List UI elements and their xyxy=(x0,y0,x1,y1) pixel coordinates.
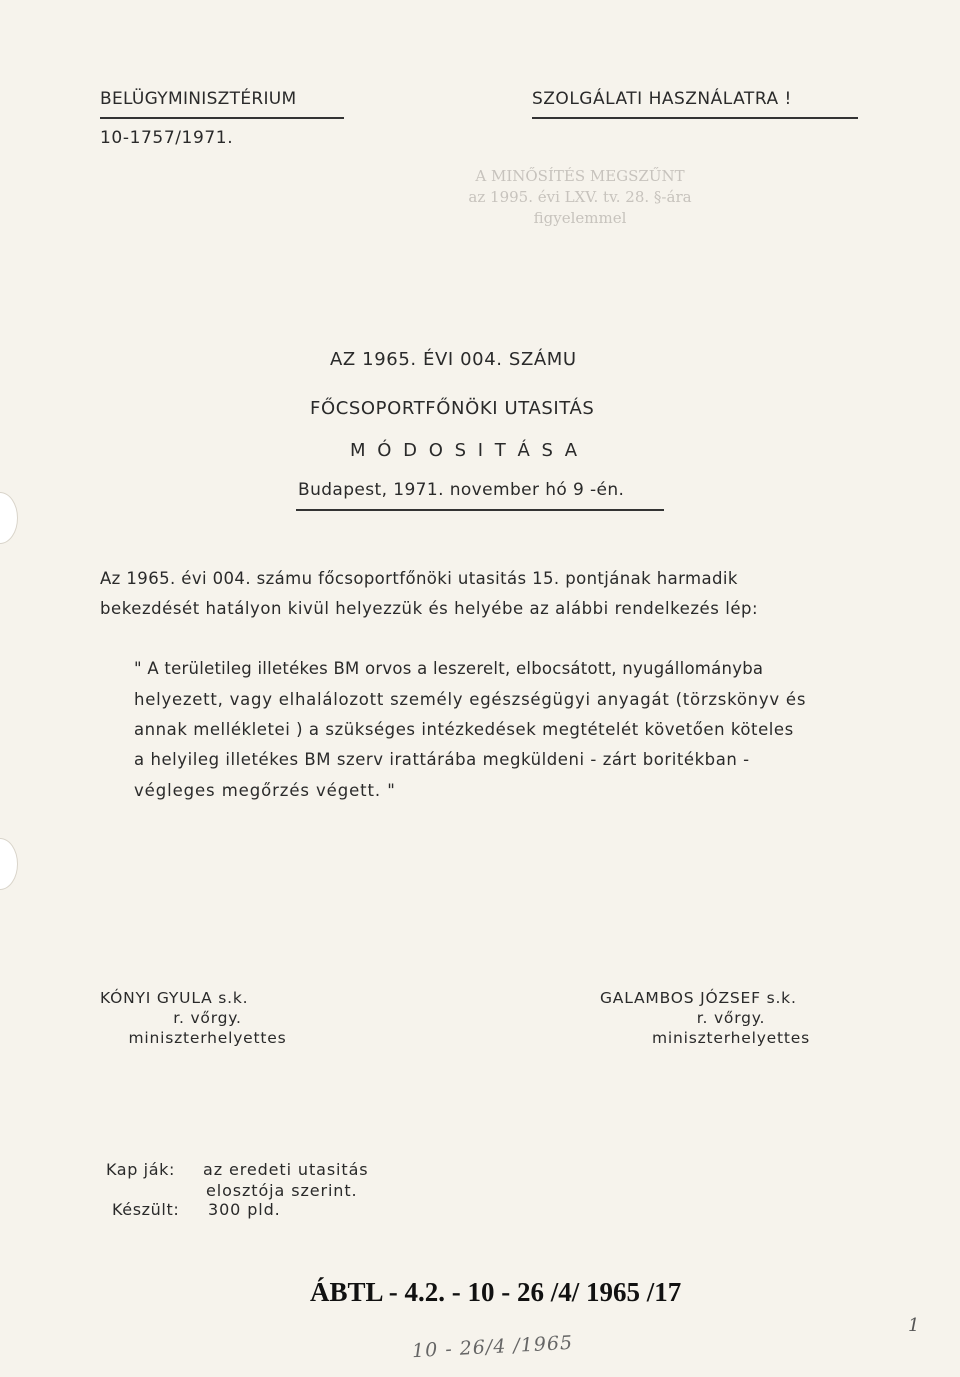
quote-line-4: a helyileg illetékes BM szerv irattárába megküldeni - zárt boritékban - xyxy=(134,750,750,769)
copies-value: 300 pld. xyxy=(208,1200,281,1219)
file-number: 10-1757/1971. xyxy=(100,128,234,148)
punch-hole-bottom xyxy=(0,838,18,890)
ministry-name: BELÜGYMINISZTÉRIUM xyxy=(100,89,297,109)
signature-right-name: GALAMBOS JÓZSEF s.k. xyxy=(600,989,797,1007)
recipients-line-2: elosztója szerint. xyxy=(206,1181,358,1200)
recipients-line-1: az eredeti utasitás xyxy=(203,1160,369,1179)
quote-line-1: " A területileg illetékes BM orvos a leszerelt, elbocsátott, nyugállományba xyxy=(134,659,764,678)
title-line-1: AZ 1965. ÉVI 004. SZÁMU xyxy=(330,349,577,370)
signature-left-title: miniszterhelyettes xyxy=(128,1029,287,1047)
intro-line-2: bekezdését hatályon kivül helyezzük és helyébe az alábbi rendelkezés lép: xyxy=(100,599,759,618)
classification-label: SZOLGÁLATI HASZNÁLATRA ! xyxy=(532,89,792,109)
signature-right-title: miniszterhelyettes xyxy=(651,1029,810,1047)
stamp-line-3: figyelemmel xyxy=(533,209,627,227)
punch-hole-top xyxy=(0,492,18,544)
quote-line-2: helyezett, vagy elhalálozott személy egészségügyi anyagát (törzskönyv és xyxy=(134,690,807,709)
signature-left-name: KÓNYI GYULA s.k. xyxy=(100,989,249,1007)
signature-right-rank: r. vőrgy. xyxy=(696,1009,766,1027)
declassification-stamp xyxy=(440,166,720,229)
quote-line-5: végleges megőrzés végett. " xyxy=(134,781,396,800)
title-line-3: M Ó D O S I T Á S A xyxy=(350,440,581,461)
title-line-2: FŐCSOPORTFŐNÖKI UTASITÁS xyxy=(310,398,595,419)
quote-line-3: annak mellékletei ) a szükséges intézkedések megtételét követően köteles xyxy=(134,720,794,739)
title-underline xyxy=(296,509,664,511)
classification-underline xyxy=(532,117,858,119)
handwritten-note: 10 - 26/4 /1965 xyxy=(411,1331,574,1363)
ministry-underline xyxy=(100,117,344,119)
copies-label: Készült: xyxy=(112,1200,180,1219)
signature-left xyxy=(100,989,315,1047)
archive-reference: ÁBTL - 4.2. - 10 - 26 /4/ 1965 /17 xyxy=(310,1277,682,1307)
recipients-label: Kap ják: xyxy=(106,1160,175,1179)
page-number: 1 xyxy=(908,1315,920,1336)
signature-left-rank: r. vőrgy. xyxy=(173,1009,242,1027)
place-and-date: Budapest, 1971. november hó 9 -én. xyxy=(298,480,625,500)
stamp-line-2: az 1995. évi LXV. tv. 28. §-ára xyxy=(468,188,692,206)
intro-line-1: Az 1965. évi 004. számu főcsoportfőnöki utasitás 15. pontjának harmadik xyxy=(100,569,738,588)
signature-right xyxy=(600,989,862,1047)
stamp-line-1: A MINŐSÍTÉS MEGSZŰNT xyxy=(475,167,685,185)
